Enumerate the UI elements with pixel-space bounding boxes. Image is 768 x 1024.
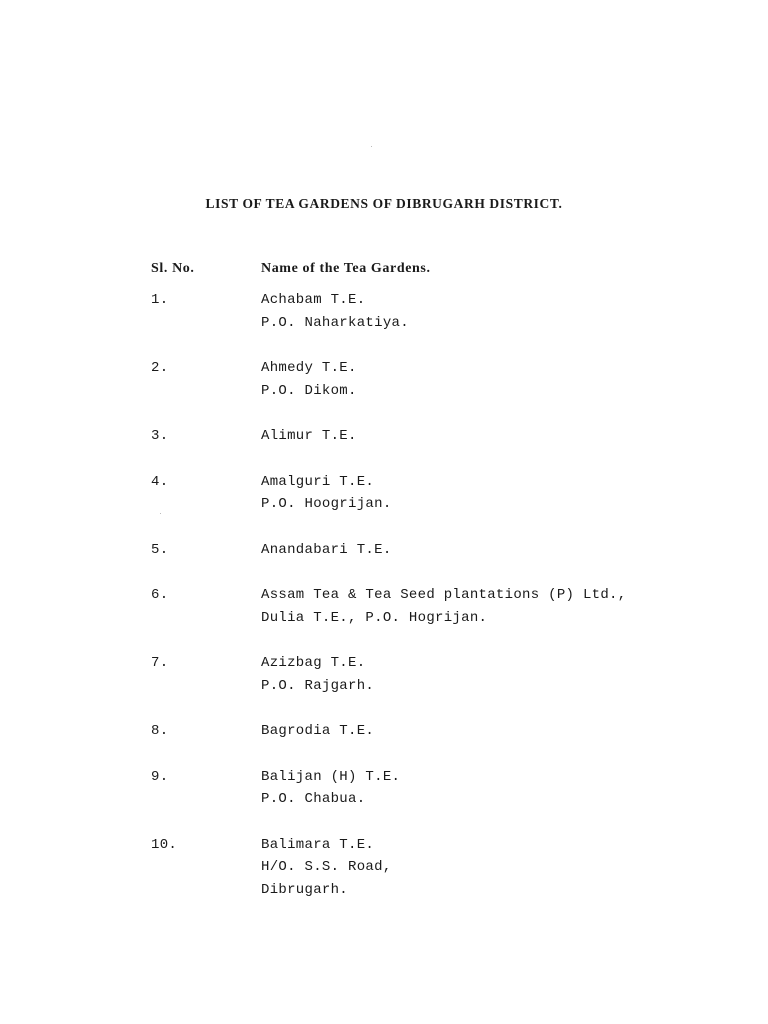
serial-number: 8. <box>151 723 169 739</box>
garden-name: Assam Tea & Tea Seed plantations (P) Ltd., <box>261 587 627 603</box>
scan-speck <box>371 146 372 147</box>
garden-name: Bagrodia T.E. <box>261 723 375 739</box>
garden-name: Balijan (H) T.E. <box>261 768 401 785</box>
garden-details <box>261 471 711 516</box>
header-name: Name of the Tea Gardens. <box>261 261 431 276</box>
serial-number: 3. <box>151 428 169 444</box>
list-item <box>151 834 711 902</box>
garden-details <box>261 834 711 902</box>
list-item <box>151 471 711 516</box>
serial-number: 4. <box>151 473 169 490</box>
list-item <box>151 425 711 448</box>
serial-number: 1. <box>151 292 169 308</box>
garden-address-line: H/O. S.S. Road, <box>261 859 392 875</box>
list-item <box>151 720 711 743</box>
garden-details <box>261 539 711 562</box>
serial-number: 5. <box>151 541 169 558</box>
document-title: LIST OF TEA GARDENS OF DIBRUGARH DISTRICT. <box>205 196 563 211</box>
header-sl-no: Sl. No. <box>151 261 195 276</box>
garden-details <box>261 289 711 334</box>
tea-garden-list <box>151 289 711 924</box>
garden-details <box>261 584 711 629</box>
list-item <box>151 584 711 629</box>
garden-name: Ahmedy T.E. <box>261 360 357 376</box>
garden-address-line: P.O. Dikom. <box>261 382 357 399</box>
garden-address-line: P.O. Naharkatiya. <box>261 314 409 331</box>
garden-address-line: P.O. Hoogrijan. <box>261 496 392 512</box>
garden-address-line: Dibrugarh. <box>261 881 349 898</box>
serial-number: 10. <box>151 836 178 853</box>
list-item <box>151 289 711 334</box>
garden-name: Achabam T.E. <box>261 292 366 308</box>
serial-number: 9. <box>151 768 169 785</box>
garden-address-line: Dulia T.E., P.O. Hogrijan. <box>261 609 488 626</box>
garden-details <box>261 766 711 811</box>
garden-name: Amalguri T.E. <box>261 473 375 490</box>
serial-number: 7. <box>151 655 169 671</box>
garden-address-line: P.O. Chabua. <box>261 791 366 807</box>
garden-address-line: P.O. Rajgarh. <box>261 677 375 694</box>
list-item <box>151 357 711 402</box>
garden-name: Balimara T.E. <box>261 836 375 853</box>
serial-number: 2. <box>151 360 169 376</box>
garden-details <box>261 357 711 402</box>
garden-name: Alimur T.E. <box>261 428 357 444</box>
garden-name: Anandabari T.E. <box>261 541 392 558</box>
garden-details <box>261 720 711 743</box>
list-item <box>151 766 711 811</box>
garden-details <box>261 425 711 448</box>
list-item <box>151 539 711 562</box>
garden-name: Azizbag T.E. <box>261 655 366 671</box>
list-item <box>151 652 711 697</box>
garden-details <box>261 652 711 697</box>
serial-number: 6. <box>151 587 169 603</box>
